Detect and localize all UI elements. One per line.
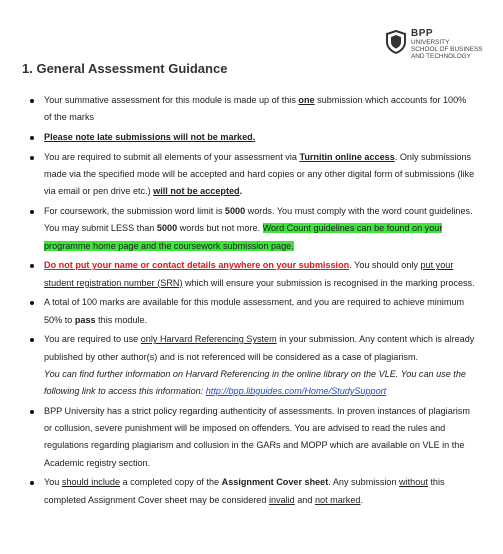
list-item: Do not put your name or contact details anywhere on your submission. You should only put your student registration number (SRN) which will ensure your submission is recognised in the marking process. — [44, 257, 476, 292]
section-heading: 1. General Assessment Guidance — [22, 61, 228, 76]
list-item — [44, 129, 476, 146]
guidance-list — [44, 92, 476, 511]
list-item: You are required to use only Harvard Referencing System in your submission. Any content which is already published by other author(s) and is not referenced will be considered as a case of plagiarism. You can find further information on Harvard Referencing in the online library on the VLE. You can use the following link to access this information: http://bpp.libguides.com/Home/StudySupport — [44, 331, 476, 400]
word-count-highlight: Word Count guidelines can be found on your programme home page and the coursework submission page. — [44, 223, 443, 251]
list-item: You are required to submit all elements of your assessment via Turnitin online access. Only submissions made via the specified mode will be accepted and hard copies or any other digital form of submissions (like via email or pen drive etc.) will not be accepted. — [44, 149, 476, 201]
list-item: A total of 100 marks are available for this module assessment, and you are required to achieve minimum 50% to pass this module. — [44, 294, 476, 329]
list-item: BPP University has a strict policy regarding authenticity of assessments. In proven instances of plagiarism or collusion, severe punishment will be imposed on offenders. You are advised to read the rules and regulations regarding plagiarism and collusion in the GARs and MOPP which are available on VLE in the Academic registry section. — [44, 403, 476, 472]
list-item: For coursework, the submission word limit is 5000 words. You must comply with the word count guidelines. You may submit LESS than 5000 words but not more. Word Count guidelines can be found on your programme home page and the coursework submission page. — [44, 203, 476, 255]
bpp-shield-icon — [385, 30, 407, 54]
logo-subtitle: UNIVERSITY SCHOOL OF BUSINESS AND TECHNOLOGY — [411, 39, 483, 60]
list-item: Your summative assessment for this module is made up of this one submission which accounts for 100% of the marks — [44, 92, 476, 127]
logo-name: BPP — [411, 28, 434, 39]
late-submission-warning: Please note late submissions will not be marked. — [44, 131, 256, 142]
bpp-logo — [385, 28, 497, 68]
no-name-warning: Do not put your name or contact details anywhere on your submission — [44, 260, 350, 271]
turnitin-text: Turnitin online access — [299, 151, 395, 162]
harvard-referencing-link[interactable]: http://bpp.libguides.com/Home/StudySupport — [205, 386, 387, 397]
list-item: You should include a completed copy of the Assignment Cover sheet. Any submission without this completed Assignment Cover sheet may be considered invalid and not marked. — [44, 474, 476, 509]
